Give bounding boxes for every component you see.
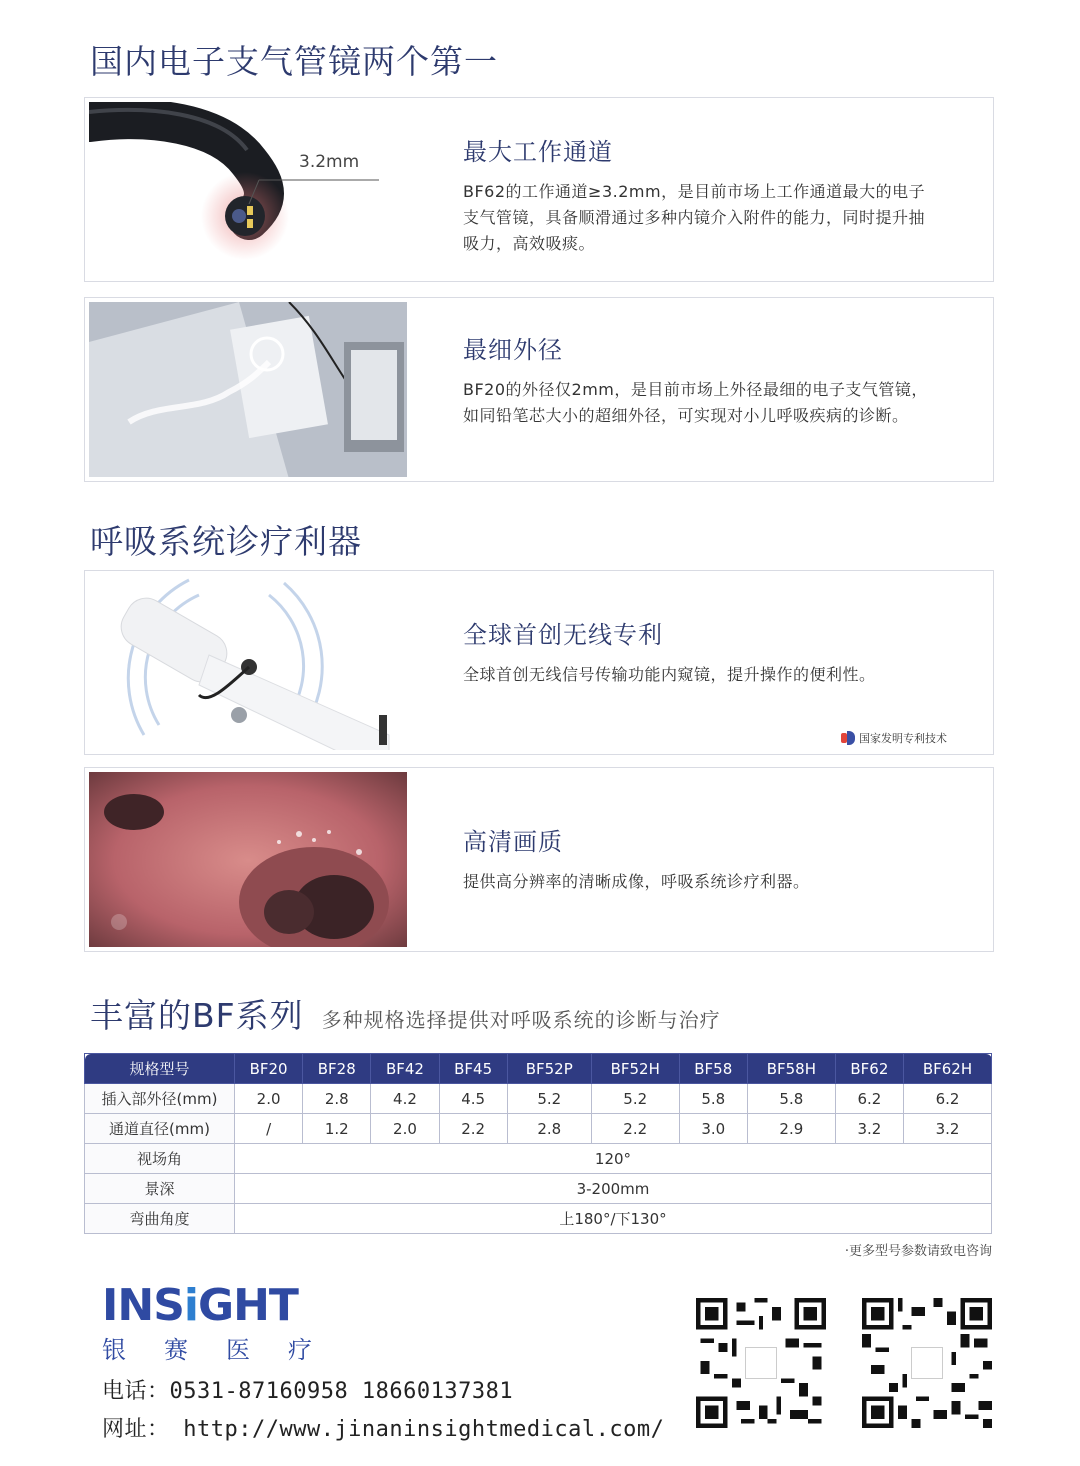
table-header-cell: BF52H [591, 1054, 679, 1084]
card-text: 提供高分辨率的清晰成像，呼吸系统诊疗利器。 [463, 872, 810, 891]
table-cell: 2.8 [507, 1114, 591, 1144]
table-header-cell: BF20 [235, 1054, 303, 1084]
feature-card-hd [84, 767, 994, 952]
table-row [85, 1174, 992, 1204]
card-text: BF20的外径仅2mm，是目前市场上外径最细的电子支气管镜，如同铅笔芯大小的超细外径，可实现对小儿呼吸疾病的诊断。 [463, 380, 928, 425]
table-cell: 5.2 [507, 1084, 591, 1114]
bf-series-subtitle: 多种规格选择提供对呼吸系统的诊断与治疗 [321, 1008, 721, 1032]
card-title: 高清画质 [463, 828, 563, 856]
spec-table [84, 1053, 992, 1234]
table-header-cell: BF62 [835, 1054, 903, 1084]
table-cell: 通道直径(mm) [85, 1114, 235, 1144]
endoscopic-view-image [89, 772, 407, 947]
table-row [85, 1084, 992, 1114]
channel-size-label: 3.2mm [299, 152, 360, 172]
section-title-second: 呼吸系统诊疗利器 [90, 522, 362, 561]
patent-logo-icon [841, 731, 855, 745]
bf-series-title: 丰富的BF系列 [90, 996, 304, 1035]
contact-website[interactable]: 网址： http://www.jinaninsightmedical.com/ [102, 1417, 665, 1442]
section-title-first: 国内电子支气管镜两个第一 [90, 42, 498, 81]
table-cell: 3-200mm [235, 1174, 992, 1204]
table-cell: 2.2 [439, 1114, 507, 1144]
wireless-scope-image [89, 575, 407, 750]
qr-code-icon [696, 1298, 826, 1428]
table-cell: 4.5 [439, 1084, 507, 1114]
table-cell: 视场角 [85, 1144, 235, 1174]
table-cell: 6.2 [903, 1084, 991, 1114]
card-title: 最大工作通道 [463, 138, 613, 166]
table-cell: 120° [235, 1144, 992, 1174]
patent-badge [841, 730, 947, 746]
table-cell: 5.8 [747, 1084, 835, 1114]
card-title: 全球首创无线专利 [463, 621, 663, 649]
table-header-cell: BF62H [903, 1054, 991, 1084]
brand-name-part: GHT [197, 1280, 298, 1331]
table-header-cell: BF52P [507, 1054, 591, 1084]
table-cell: 1.2 [303, 1114, 371, 1144]
brand-name-part: i [183, 1280, 198, 1331]
feature-card-wireless [84, 570, 994, 755]
table-row [85, 1114, 992, 1144]
table-cell: / [235, 1114, 303, 1144]
brand-name-part: INS [102, 1280, 184, 1331]
brand-logo [102, 1280, 350, 1365]
table-cell: 3.2 [903, 1114, 991, 1144]
table-cell: 2.8 [303, 1084, 371, 1114]
table-row [85, 1204, 992, 1234]
table-header-cell: BF42 [371, 1054, 439, 1084]
table-cell: 景深 [85, 1174, 235, 1204]
card-text: 全球首创无线信号传输功能内窥镜，提升操作的便利性。 [463, 665, 876, 684]
feature-card-diameter [84, 297, 994, 482]
table-header-cell: BF28 [303, 1054, 371, 1084]
table-cell: 3.0 [679, 1114, 747, 1144]
bf-series-heading [90, 990, 721, 1037]
card-title: 最细外径 [463, 336, 563, 364]
brand-name-cn: 银赛医疗 [102, 1336, 350, 1364]
table-row [85, 1144, 992, 1174]
table-header-cell: BF45 [439, 1054, 507, 1084]
card-text: BF62的工作通道≥3.2mm，是目前市场上工作通道最大的电子支气管镜，具备顺滑通过多种内镜介入附件的能力，同时提升抽吸力，高效吸痰。 [463, 182, 926, 253]
bronchoscope-tip-image [89, 102, 407, 277]
table-header-cell: 规格型号 [85, 1054, 235, 1084]
table-cell: 2.9 [747, 1114, 835, 1144]
table-cell: 2.0 [371, 1114, 439, 1144]
scope-with-pencil-image [89, 302, 407, 477]
table-cell: 3.2 [835, 1114, 903, 1144]
contact-phone: 电话：0531-87160958 18660137381 [102, 1379, 514, 1404]
table-cell: 5.8 [679, 1084, 747, 1114]
feature-card-channel [84, 97, 994, 282]
table-cell: 4.2 [371, 1084, 439, 1114]
table-cell: 5.2 [591, 1084, 679, 1114]
table-cell: 弯曲角度 [85, 1204, 235, 1234]
table-cell: 2.2 [591, 1114, 679, 1144]
patent-badge-label: 国家发明专利技术 [859, 732, 947, 745]
table-cell: 插入部外径(mm) [85, 1084, 235, 1114]
table-cell: 2.0 [235, 1084, 303, 1114]
table-cell: 上180°/下130° [235, 1204, 992, 1234]
more-models-note: ·更多型号参数请致电咨询 [844, 1244, 992, 1259]
table-header-cell: BF58H [747, 1054, 835, 1084]
qr-code-icon [862, 1298, 992, 1428]
table-header-row [85, 1054, 992, 1084]
table-header-cell: BF58 [679, 1054, 747, 1084]
table-cell: 6.2 [835, 1084, 903, 1114]
